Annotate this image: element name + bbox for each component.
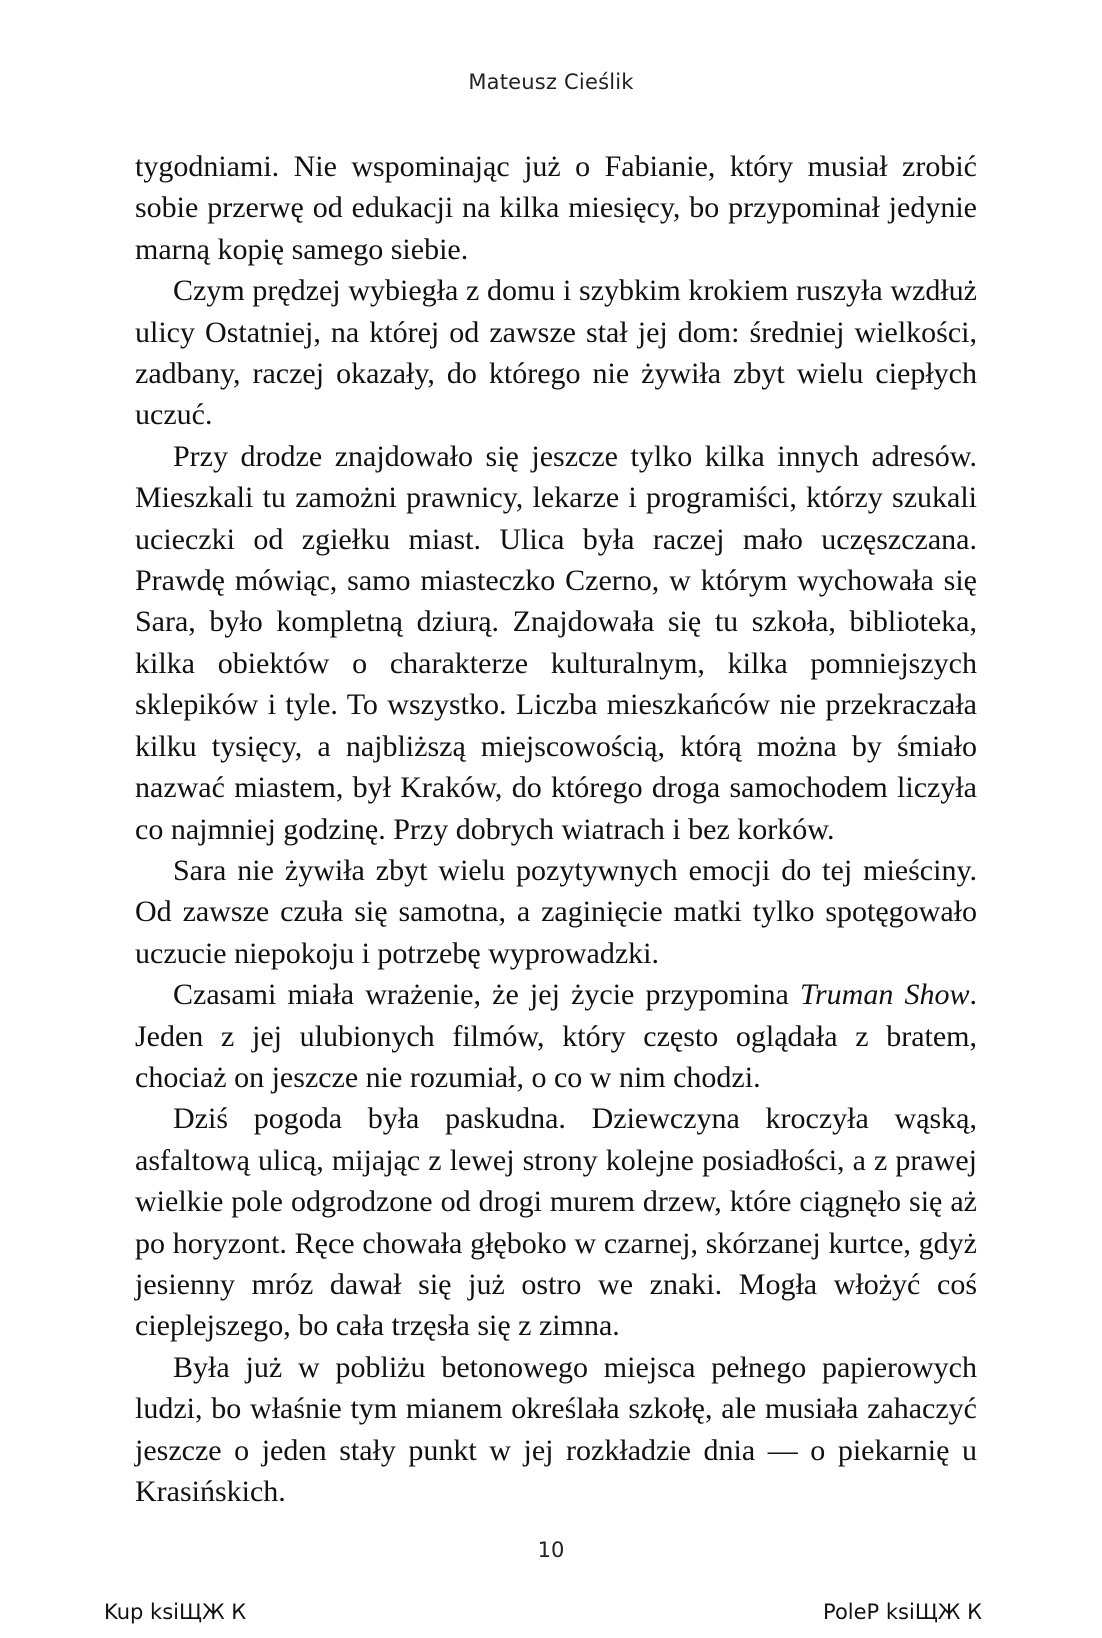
body-text: [135, 146, 977, 1512]
paragraph-4: Sara nie żywiła zbyt wielu pozytywnych emocji do tej mieściny. Od zawsze czuła się samotna, a zaginięcie matki tylko spotęgowało uczucie niepokoju i potrzebę wyprowadzki.: [135, 853, 977, 970]
paragraph-3: Przy drodze znajdowało się jeszcze tylko kilka innych adresów. Mieszkali tu zamożni prawnicy, lekarze i programiści, którzy szukali ucieczki od zgiełku miast. Ulica była raczej mało uczęszczana. Prawdę mówiąc, samo miasteczko Czerno, w którym wychowała się Sara, było kompletną dziurą. Znajdowała się tu szkoła, biblioteka, kilka obiektów o charakterze kulturalnym, kilka pomniejszych sklepików i tyle. To wszystko. Liczba mieszkańców nie przekraczała kilku tysięcy, a najbliższą miejscowością, którą można by śmiało nazwać miastem, był Kraków, do którego droga samochodem liczyła co najmniej godzinę. Przy dobrych wiatrach i bez korków.: [135, 439, 977, 846]
page-number: 10: [537, 1538, 565, 1562]
film-title: Truman Show: [799, 978, 970, 1012]
paragraph-5-end: . Jeden z jej ulubionych filmów, który często oglądała z bratem, chociaż on jeszcze nie rozumiał, o co w nim chodzi.: [135, 978, 977, 1094]
recommend-book-link[interactable]: PoleР ksiЩЖ К: [823, 1600, 982, 1624]
paragraph-2: Czym prędzej wybiegła z domu i szybkim krokiem ruszyła wzdłuż ulicy Ostatniej, na której od zawsze stał jej dom: średniej wielkości, zadbany, raczej okazały, do którego nie żywiła zbyt wielu ciepłych uczuć.: [135, 274, 977, 432]
running-header-author: Mateusz Cieślik: [468, 70, 634, 94]
buy-book-link[interactable]: Kup ksiЩЖ К: [104, 1600, 247, 1624]
paragraph-5: [135, 974, 977, 1098]
paragraph-6: Dziś pogoda była paskudna. Dziewczyna kroczyła wąską, asfaltową ulicą, mijając z lewej strony kolejne posiadłości, a z prawej wielkie pole odgrodzone od drogi murem drzew, które ciągnęło się aż po horyzont. Ręce chowała głęboko w czarnej, skórzanej kurtce, gdyż jesienny mróz dawał się już ostro we znaki. Mogła włożyć coś cieplejszego, bo cała trzęsła się z zimna.: [135, 1102, 977, 1343]
paragraph-5-start: Czasami miała wrażenie, że jej życie przypomina: [173, 978, 800, 1012]
paragraph-1: tygodniami. Nie wspominając już o Fabianie, który musiał zrobić sobie przerwę od edukacji na kilka miesięcy, bo przypominał jedynie marną kopię samego siebie.: [135, 150, 977, 266]
paragraph-7: Była już w pobliżu betonowego miejsca pełnego papierowych ludzi, bo właśnie tym mianem określała szkołę, ale musiała zahaczyć jeszcze o jeden stały punkt w jej rozkładzie dnia — o piekarnię u Krasińskich.: [135, 1350, 977, 1508]
